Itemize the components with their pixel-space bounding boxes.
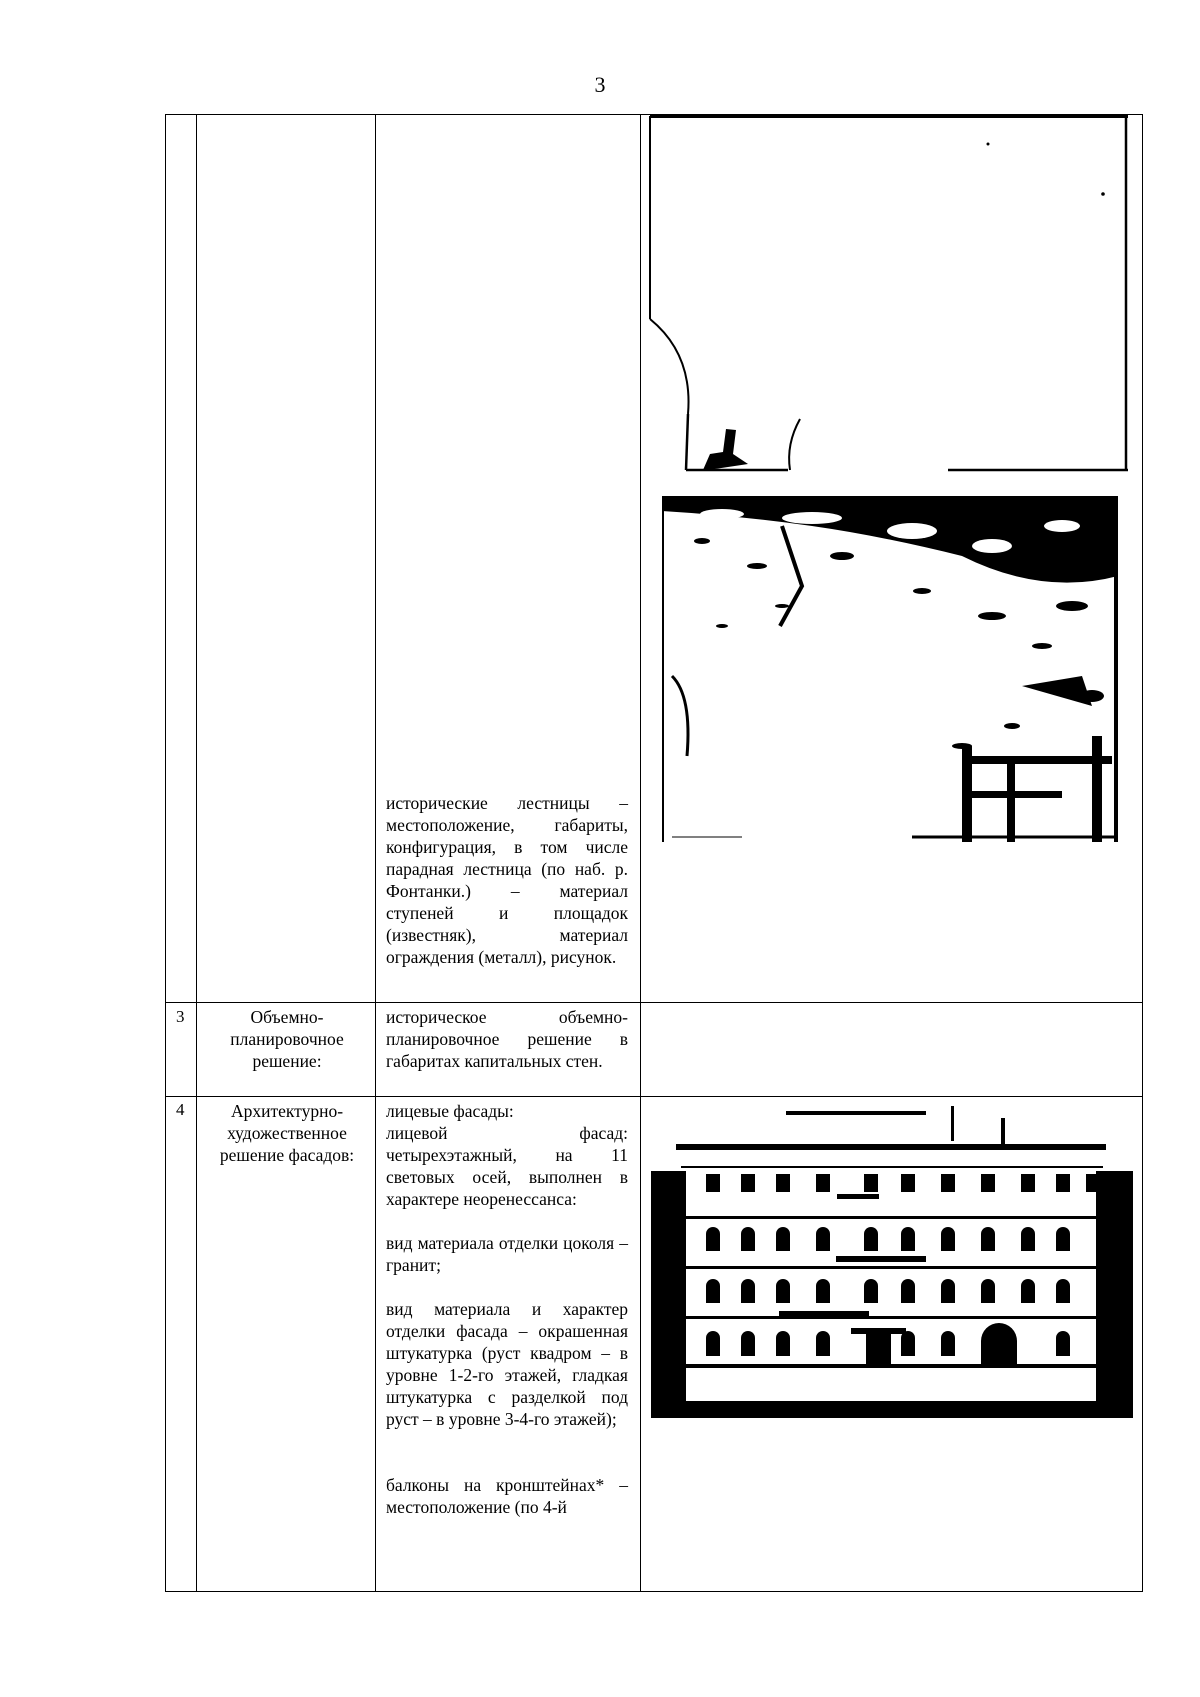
row-divider-2 bbox=[165, 1096, 1143, 1097]
row-3-name: Объемно-планировочное решение: bbox=[230, 1007, 344, 1071]
row-3-number: 3 bbox=[176, 1007, 185, 1026]
row-divider-1 bbox=[165, 1002, 1143, 1003]
row-3-description: историческое объемно-планировочное решение в габаритах капитальных стен. bbox=[386, 1007, 628, 1071]
main-facade-text: лицевой фасад: четырехэтажный, на 11 световых осей, выполнен в характере неоренессанса: bbox=[386, 1123, 628, 1209]
plinth-material-text: вид материала отделки цоколя – гранит; bbox=[386, 1233, 628, 1275]
staircase-plan-image bbox=[648, 114, 1134, 476]
column-divider-3 bbox=[640, 114, 641, 1592]
column-divider-2 bbox=[375, 114, 376, 1592]
facade-finish-text: вид материала и характер отделки фасада – окрашенная штукатурка (руст квадром – в уровне 1-2-го этажей, гладкая штукатурка с разделкой под руст – в уровне 3-4-го этажей); bbox=[386, 1299, 628, 1429]
page-number: 3 bbox=[594, 72, 606, 97]
facades-heading: лицевые фасады: bbox=[386, 1101, 514, 1121]
row-4-name: Архитектурно-художественное решение фасадов: bbox=[219, 1101, 355, 1165]
column-divider-1 bbox=[196, 114, 197, 1592]
row-staircase-description: исторические лестницы – местоположение, габариты, конфигурация, в том числе парадная лестница (по наб. р. Фонтанки.) – материал ступеней и площадок (известняк), материал ограждения (металл), рисунок. bbox=[386, 793, 628, 967]
balconies-text: балконы на кронштейнах* – местоположение (по 4-й bbox=[386, 1475, 628, 1517]
staircase-photo bbox=[662, 496, 1118, 842]
facade-photo bbox=[651, 1106, 1133, 1418]
row-4-description bbox=[386, 1100, 628, 1518]
row-4-number: 4 bbox=[176, 1100, 185, 1119]
